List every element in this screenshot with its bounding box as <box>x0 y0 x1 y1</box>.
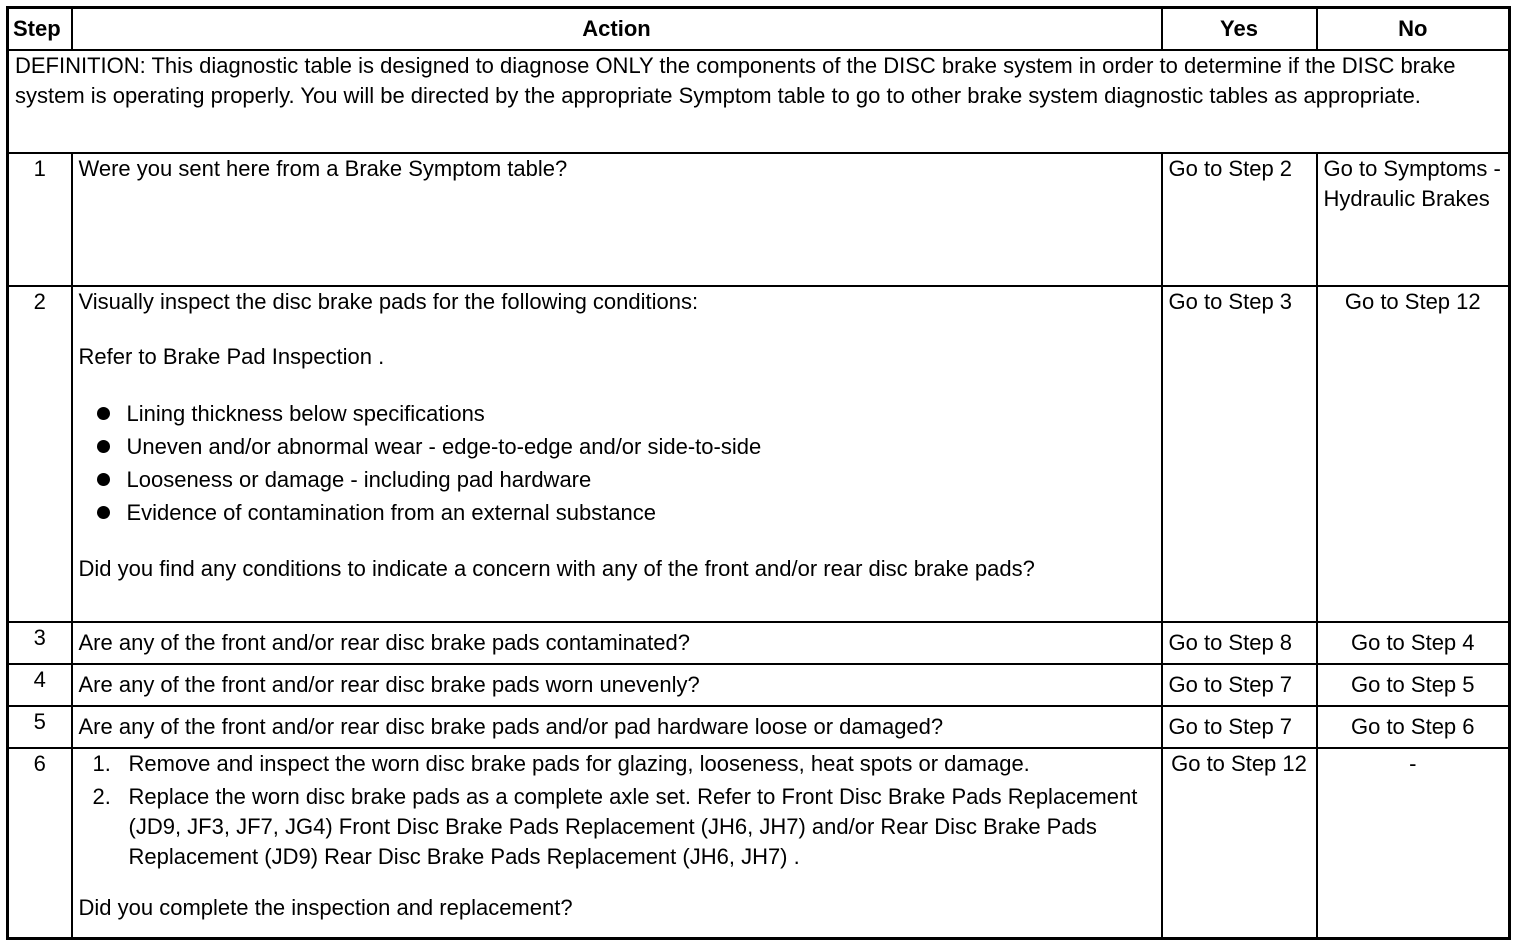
substep-list <box>79 749 1155 872</box>
list-item: 2. Replace the worn disc brake pads as a complete axle set. Refer to Front Disc Brake Pads Replacement (JD9, JF3, JF7, JG4) Front Disc Brake Pads Replacement (JH6, JH7) and/or Rear Disc Brake Pads Replacement (JD9) Rear Disc Brake Pads Replacement (JH6, JH7) . <box>92 784 1138 869</box>
action-question: Did you find any conditions to indicate a concern with any of the front and/or rear disc brake pads? <box>78 556 1035 581</box>
yes-link[interactable]: Go to Step 7 <box>1162 706 1317 748</box>
list-item: Evidence of contamination from an external substance <box>95 496 1155 529</box>
action-text: Are any of the front and/or rear disc brake pads contaminated? <box>72 622 1162 664</box>
yes-link[interactable]: Go to Step 8 <box>1162 622 1317 664</box>
no-link[interactable]: Go to Step 6 <box>1317 706 1510 748</box>
step-number: 6 <box>8 748 72 938</box>
table-row <box>8 664 1510 706</box>
header-action: Action <box>72 8 1162 51</box>
header-step: Step <box>8 8 72 51</box>
no-link[interactable]: Go to Symptoms - Hydraulic Brakes <box>1317 153 1510 286</box>
table-row <box>8 286 1510 622</box>
list-item: Lining thickness below specifications <box>95 397 1155 430</box>
list-item: Looseness or damage - including pad hardware <box>95 463 1155 496</box>
condition-list <box>79 397 1155 529</box>
bullet-icon <box>97 473 110 486</box>
action-question: Did you complete the inspection and replacement? <box>78 895 573 920</box>
list-item: 1. Remove and inspect the worn disc brake pads for glazing, looseness, heat spots or damage. <box>92 751 1030 776</box>
list-item: Uneven and/or abnormal wear - edge-to-edge and/or side-to-side <box>95 430 1155 463</box>
step-number: 2 <box>8 286 72 622</box>
action-cell <box>72 748 1162 938</box>
step-number: 3 <box>8 622 72 664</box>
no-value: - <box>1317 748 1510 938</box>
bullet-icon <box>97 440 110 453</box>
step-number: 5 <box>8 706 72 748</box>
action-text: Were you sent here from a Brake Symptom table? <box>72 153 1162 286</box>
no-link[interactable]: Go to Step 12 <box>1317 286 1510 622</box>
yes-link[interactable]: Go to Step 12 <box>1162 748 1317 938</box>
table-row <box>8 748 1510 938</box>
bullet-icon <box>97 407 110 420</box>
diagnostic-table <box>6 6 1511 940</box>
no-link[interactable]: Go to Step 5 <box>1317 664 1510 706</box>
table-row <box>8 706 1510 748</box>
action-intro: Visually inspect the disc brake pads for the following conditions: <box>78 289 699 314</box>
yes-link[interactable]: Go to Step 7 <box>1162 664 1317 706</box>
definition-row <box>8 50 1510 153</box>
definition-text: DEFINITION: This diagnostic table is designed to diagnose ONLY the components of the DISC brake system in order to determine if the DISC brake system is operating properly. You will be directed by the appropriate Symptom table to go to other brake system diagnostic tables as appropriate. <box>8 50 1510 153</box>
action-cell <box>72 286 1162 622</box>
step-number: 4 <box>8 664 72 706</box>
action-text: Are any of the front and/or rear disc brake pads worn unevenly? <box>72 664 1162 706</box>
yes-link[interactable]: Go to Step 3 <box>1162 286 1317 622</box>
table-row <box>8 153 1510 286</box>
bullet-icon <box>97 506 110 519</box>
action-text: Are any of the front and/or rear disc brake pads and/or pad hardware loose or damaged? <box>72 706 1162 748</box>
table-row <box>8 622 1510 664</box>
no-link[interactable]: Go to Step 4 <box>1317 622 1510 664</box>
step-number: 1 <box>8 153 72 286</box>
refer-link[interactable]: Refer to Brake Pad Inspection . <box>78 344 385 369</box>
header-row <box>8 8 1510 51</box>
header-yes: Yes <box>1162 8 1317 51</box>
header-no: No <box>1317 8 1510 51</box>
yes-link[interactable]: Go to Step 2 <box>1162 153 1317 286</box>
